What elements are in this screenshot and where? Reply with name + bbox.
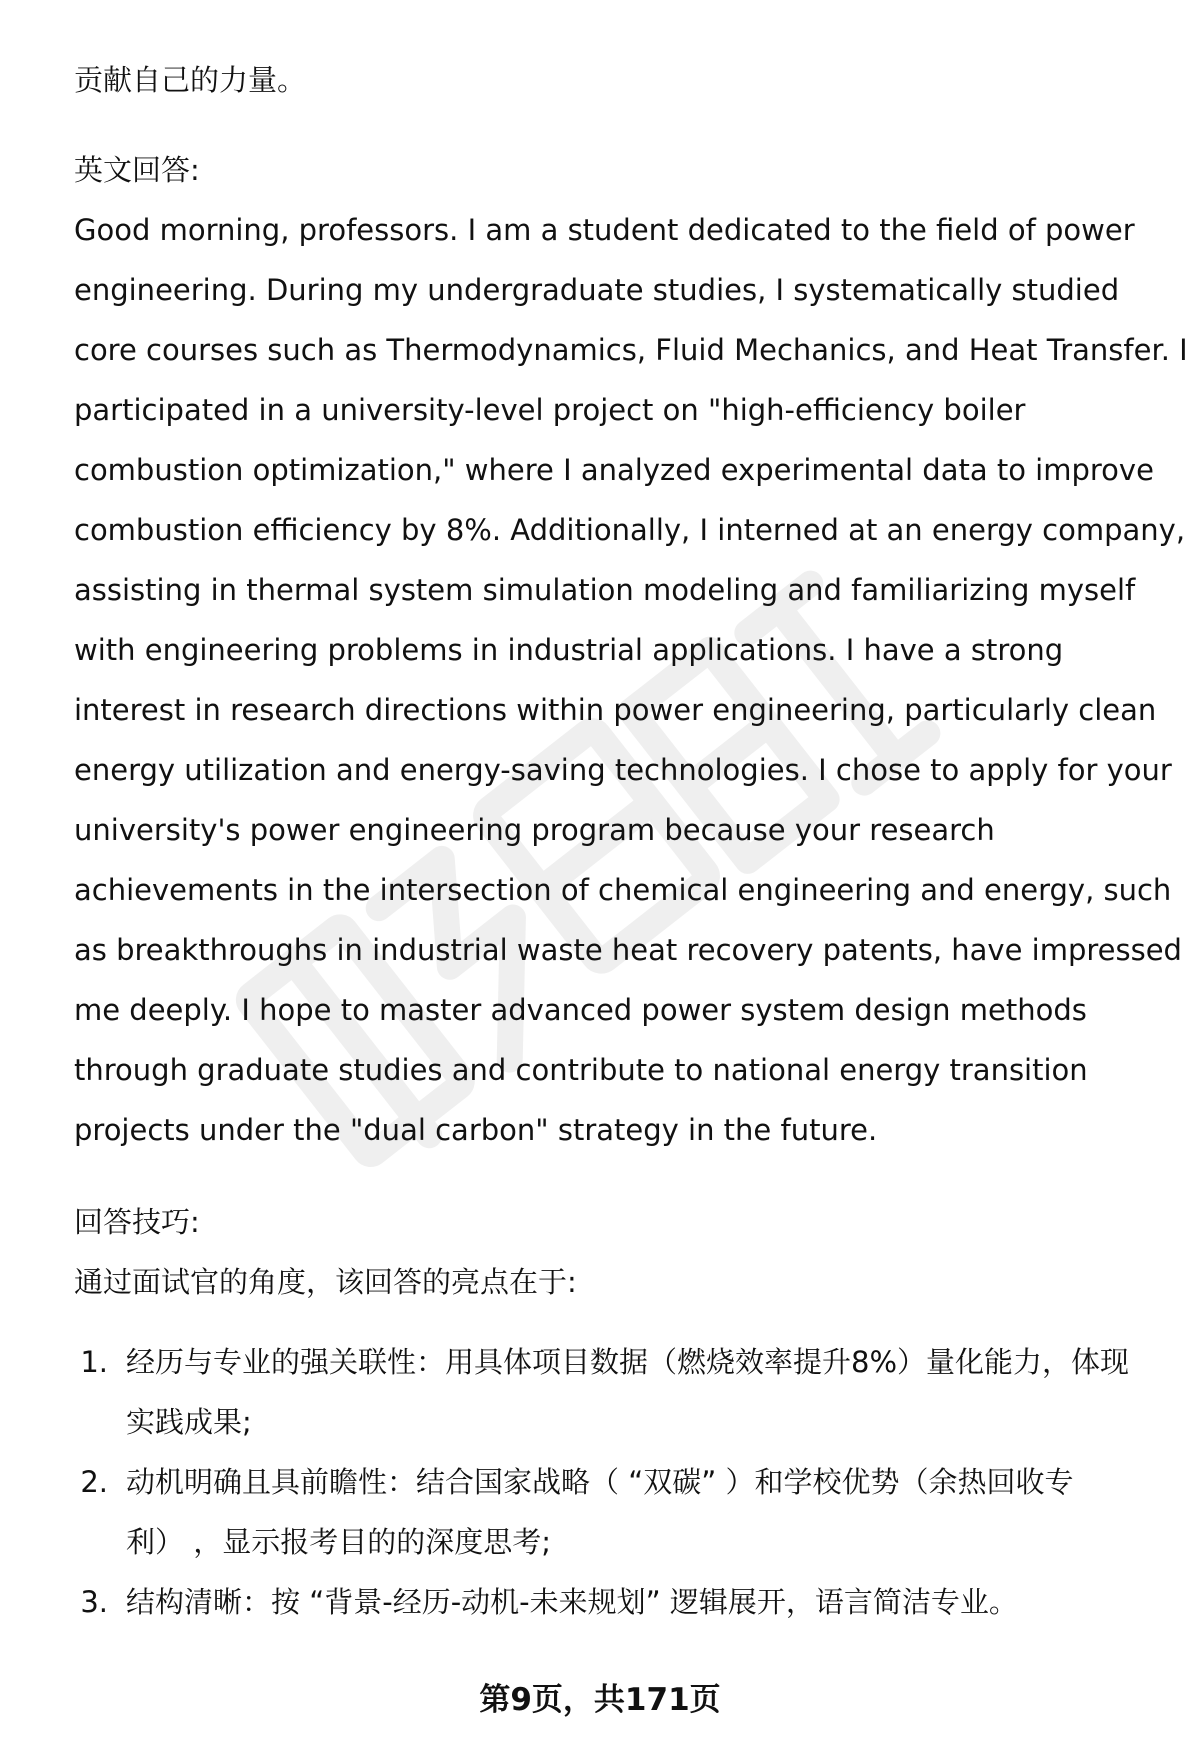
answer-line: combustion optimization," where I analyzed experimental data to improve — [74, 453, 1154, 487]
list-item-number: 2. — [80, 1465, 108, 1499]
answer-line: energy utilization and energy-saving technologies. I chose to apply for your — [74, 753, 1172, 787]
list-item — [74, 1572, 1164, 1632]
english-answer-section — [74, 140, 1188, 1160]
answer-line: participated in a university-level project on "high-efficiency boiler — [74, 393, 1026, 427]
answer-line: with engineering problems in industrial applications. I have a strong — [74, 633, 1064, 667]
tips-heading: 回答技巧: — [74, 1205, 200, 1239]
answer-line: university's power engineering program because your research — [74, 813, 995, 847]
answer-line: Good morning, professors. I am a student dedicated to the field of power — [74, 213, 1135, 247]
list-item-line: 结构清晰：按 “背景-经历-动机-未来规划” 逻辑展开，语言简洁专业。 — [126, 1585, 1018, 1619]
list-item-line: 实践成果; — [126, 1405, 252, 1439]
answer-line: core courses such as Thermodynamics, Fluid Mechanics, and Heat Transfer. I — [74, 333, 1188, 367]
answer-line: projects under the "dual carbon" strategy in the future. — [74, 1113, 878, 1147]
list-item-line: 经历与专业的强关联性：用具体项目数据（燃烧效率提升8%）量化能力，体现 — [126, 1345, 1130, 1379]
answer-line: engineering. During my undergraduate studies, I systematically studied — [74, 273, 1120, 307]
answer-line: me deeply. I hope to master advanced power system design methods — [74, 993, 1087, 1027]
answer-line: through graduate studies and contribute to national energy transition — [74, 1053, 1088, 1087]
answer-line: combustion efficiency by 8%. Additionally, I interned at an energy company, — [74, 513, 1186, 547]
answer-tips-section — [74, 1192, 1164, 1632]
list-item-line: 动机明确且具前瞻性：结合国家战略（ “双碳” ）和学校优势（余热回收专 — [126, 1465, 1074, 1499]
intro-line: 贡献自己的力量。 — [74, 63, 307, 97]
tips-intro: 通过面试官的角度，该回答的亮点在于: — [74, 1265, 577, 1299]
list-item — [74, 1452, 1164, 1572]
answer-line: assisting in thermal system simulation modeling and familiarizing myself — [74, 573, 1136, 607]
answer-line: as breakthroughs in industrial waste heat recovery patents, have impressed — [74, 933, 1182, 967]
list-item-number: 3. — [80, 1585, 108, 1619]
list-item-number: 1. — [80, 1345, 108, 1379]
list-item-line: 利） ，显示报考目的的深度思考; — [126, 1525, 551, 1559]
answer-line: interest in research directions within power engineering, particularly clean — [74, 693, 1157, 727]
english-answer-heading: 英文回答: — [74, 153, 200, 187]
list-item — [74, 1332, 1164, 1452]
document-body — [74, 50, 1188, 1632]
page-number-footer: 第9页，共171页 — [479, 1682, 721, 1718]
tips-list — [74, 1332, 1164, 1632]
answer-line: achievements in the intersection of chemical engineering and energy, such — [74, 873, 1172, 907]
